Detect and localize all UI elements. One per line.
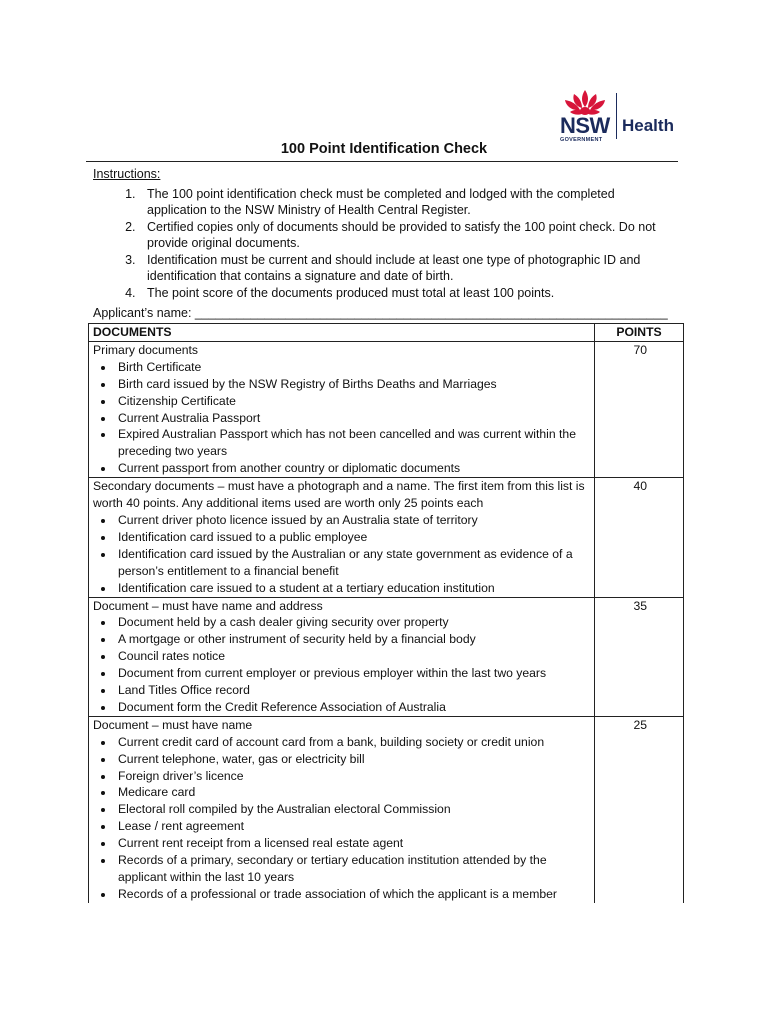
column-header-documents: DOCUMENTS <box>89 324 595 342</box>
list-item: • Birth Certificate <box>115 359 590 376</box>
document-cell <box>89 478 595 597</box>
list-item: • Identification card issued by the Australian or any state government as evidence of a person’s entitlement to a financial benefit <box>115 546 590 580</box>
list-item: • Records of a professional or trade association of which the applicant is a member <box>115 886 590 903</box>
logo-health-text: Health <box>622 116 674 135</box>
table-row <box>89 597 684 716</box>
list-item: • Document held by a cash dealer giving security over property <box>115 614 590 631</box>
list-item: • Land Titles Office record <box>115 682 590 699</box>
table-row <box>89 341 684 477</box>
instruction-item: 2. Certified copies only of documents should be provided to satisfy the 100 point check. Do not provide original documents. <box>139 219 673 252</box>
list-item: • Citizenship Certificate <box>115 393 590 410</box>
list-item: • Birth card issued by the NSW Registry of Births Deaths and Marriages <box>115 376 590 393</box>
logo-nsw-text: NSW <box>560 113 610 138</box>
list-item: • Identification care issued to a student at a tertiary education institution <box>115 580 590 597</box>
instruction-item: 3. Identification must be current and should include at least one type of photographic ID and identification that contains a signature and date of birth. <box>139 252 673 285</box>
instructions-heading: Instructions: <box>93 167 161 181</box>
table-row <box>89 716 684 902</box>
logo-divider <box>616 93 617 139</box>
list-item: • Current rent receipt from a licensed real estate agent <box>115 835 590 852</box>
list-item: • Council rates notice <box>115 648 590 665</box>
instructions-section <box>93 166 673 301</box>
list-item: • Expired Australian Passport which has not been cancelled and was current within the preceding two years <box>115 426 590 460</box>
table-header-row <box>89 324 684 342</box>
list-item: • Medicare card <box>115 784 590 801</box>
list-item: • Current driver photo licence issued by an Australia state of territory <box>115 512 590 529</box>
list-item: • Records of a primary, secondary or tertiary education institution attended by the applicant within the last 10 years <box>115 852 590 886</box>
list-item: • Current passport from another country or diplomatic documents <box>115 460 590 477</box>
instruction-item: 4. The point score of the documents produced must total at least 100 points. <box>139 285 673 302</box>
document-cell <box>89 597 595 716</box>
points-cell: 70 <box>595 341 684 477</box>
section-heading: Primary documents <box>93 342 198 357</box>
section-heading: Document – must have name and address <box>93 598 323 613</box>
documents-table <box>88 323 684 903</box>
document-list <box>93 359 590 477</box>
logo-government-text: GOVERNMENT <box>560 137 603 143</box>
list-item: • Foreign driver’s licence <box>115 768 590 785</box>
list-item: • Lease / rent agreement <box>115 818 590 835</box>
document-list <box>93 512 590 597</box>
nsw-health-logo <box>556 88 680 144</box>
list-item: • Current telephone, water, gas or electricity bill <box>115 751 590 768</box>
list-item: • Identification card issued to a public employee <box>115 529 590 546</box>
list-item: • Document from current employer or previous employer within the last two years <box>115 665 590 682</box>
column-header-points: POINTS <box>595 324 684 342</box>
section-heading: Document – must have name <box>93 717 253 732</box>
applicant-name-field[interactable]: Applicant’s name: ____________________________________________________________________ <box>93 306 668 320</box>
title-underline <box>86 161 678 162</box>
table-row <box>89 478 684 597</box>
list-item: • Current Australia Passport <box>115 410 590 427</box>
document-list <box>93 734 590 903</box>
section-heading: Secondary documents – must have a photograph and a name. The first item from this list is worth 40 points. Any additional items used are worth only 25 points each <box>93 479 585 511</box>
points-cell: 25 <box>595 716 684 902</box>
points-cell: 35 <box>595 597 684 716</box>
document-cell <box>89 716 595 902</box>
document-cell <box>89 341 595 477</box>
list-item: • Electoral roll compiled by the Australian electoral Commission <box>115 801 590 818</box>
page-title: 100 Point Identification Check <box>280 141 488 157</box>
instruction-item: 1. The 100 point identification check must be completed and lodged with the completed application to the NSW Ministry of Health Central Register. <box>139 186 673 219</box>
list-item: • Document form the Credit Reference Association of Australia <box>115 699 590 716</box>
document-list <box>93 614 590 715</box>
points-cell: 40 <box>595 478 684 597</box>
instructions-list <box>93 186 673 302</box>
list-item: • Current credit card of account card from a bank, building society or credit union <box>115 734 590 751</box>
list-item: • A mortgage or other instrument of security held by a financial body <box>115 631 590 648</box>
